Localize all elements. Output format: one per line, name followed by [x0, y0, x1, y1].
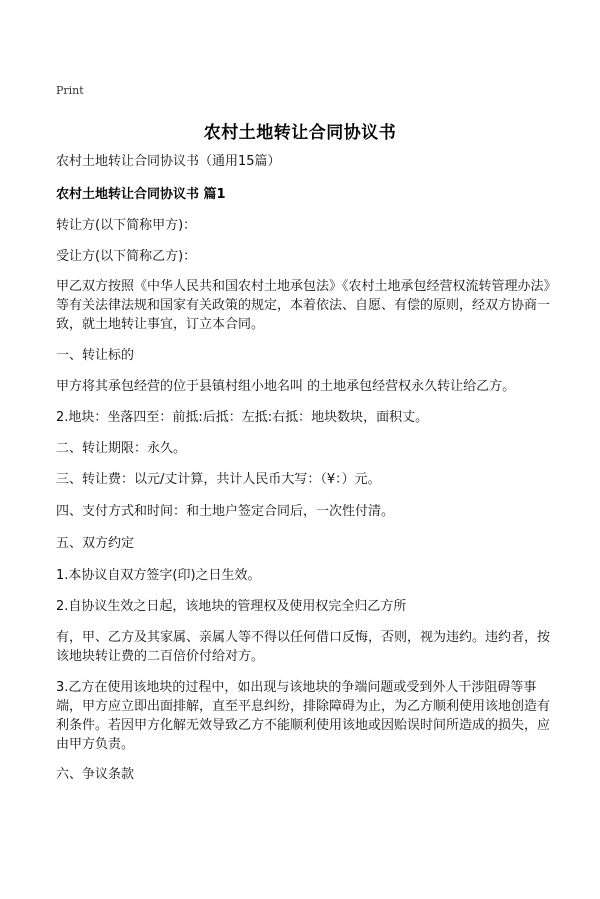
print-label: Print: [56, 84, 84, 97]
paragraph-clause-2: 2.自协议生效之日起，该地块的管理权及使用权完全归乙方所: [56, 599, 407, 614]
paragraph-section-5: 五、双方约定: [56, 536, 135, 551]
paragraph-plot: 2.地块：坐落四至：前抵:后抵：左抵:右抵：地块数块，面积丈。: [56, 410, 429, 425]
section-heading: 农村土地转让合同协议书 篇1: [56, 187, 226, 202]
paragraph-clause-2-cont: 有，甲、乙方及其家属、亲属人等不得以任何借口反悔，否则，视为违约。违约者，按该地块转让费的二百倍价付给对方。: [56, 630, 551, 664]
paragraph-section-4: 四、支付方式和时间：和土地户签定合同后，一次性付清。: [56, 504, 395, 519]
paragraph-transfer-subject: 甲方将其承包经营的位于县镇村组小地名叫 的土地承包经营权永久转让给乙方。: [56, 379, 516, 394]
paragraph-section-6: 六、争议条款: [56, 767, 135, 782]
document-title: 农村土地转让合同协议书: [203, 123, 397, 143]
paragraph-clause-1: 1.本协议自双方签字(印)之日生效。: [56, 568, 261, 583]
paragraph-section-1: 一、转让标的: [56, 348, 135, 363]
paragraph-transferor: 转让方(以下简称甲方)：: [56, 218, 197, 233]
document-subtitle: 农村土地转让合同协议书（通用15篇）: [56, 154, 281, 169]
paragraph-transferee: 受让方(以下简称乙方)：: [56, 249, 197, 264]
paragraph-section-2: 二、转让期限：永久。: [56, 441, 187, 456]
paragraph-intro: 甲乙双方按照《中华人民共和国农村土地承包法》《农村土地承包经营权流转管理办法》等有关法律法规和国家有关政策的规定，本着依法、自愿、有偿的原则，经双方协商一致，就土地转让事宜，订立本合同。: [56, 279, 551, 332]
paragraph-section-3: 三、转让费：以元/丈计算，共计人民币大写：（¥：）元。: [56, 472, 381, 487]
paragraph-clause-3: 3.乙方在使用该地块的过程中，如出现与该地块的争端问题或受到外人干涉阻碍等事端，甲方应立即出面排解，直至平息纠纷，排除障碍为止，为乙方顺利使用该地创造有利条件。若因甲方化解无效导致乙方不能顺利使用该地或因贻误时间所造成的损失，应由甲方负责。: [56, 680, 551, 752]
